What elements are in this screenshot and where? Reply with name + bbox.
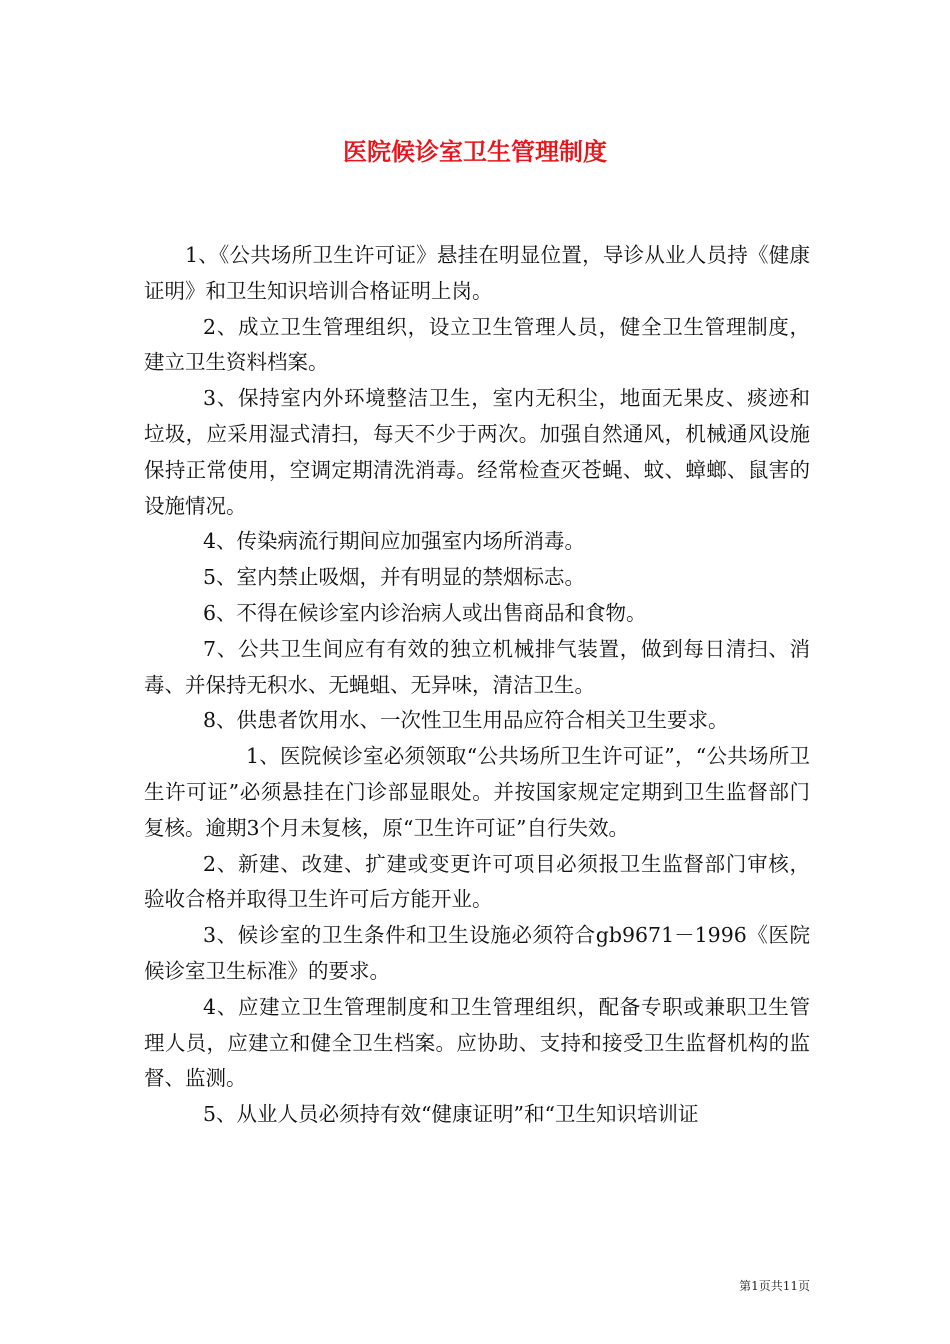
paragraph-7: 7、公共卫生间应有有效的独立机械排气装置，做到每日清扫、消毒、并保持无积水、无蝇蛆、无异味，清洁卫生。 <box>144 636 810 697</box>
paragraph-9: 1、医院候诊室必须领取“公共场所卫生许可证”，“公共场所卫生许可证”必须悬挂在门诊部显眼处。并按国家规定定期到卫生监督部门复核。逾期3个月未复核，原“卫生许可证”自行失效。 <box>144 744 810 840</box>
paragraph-5: 5、室内禁止吸烟，并有明显的禁烟标志。 <box>203 565 586 590</box>
document-body <box>144 238 810 1133</box>
paragraph-2: 2、成立卫生管理组织，设立卫生管理人员，健全卫生管理制度，建立卫生资料档案。 <box>144 314 810 375</box>
paragraph-1: 1、《公共场所卫生许可证》悬挂在明显位置，导诊从业人员持《健康证明》和卫生知识培训合格证明上岗。 <box>144 243 810 303</box>
paragraph-12: 4、应建立卫生管理制度和卫生管理组织，配备专职或兼职卫生管理人员，应建立和健全卫生档案。应协助、支持和接受卫生监督机构的监督、监测。 <box>144 994 810 1091</box>
paragraph-8: 8、供患者饮用水、一次性卫生用品应符合相关卫生要求。 <box>203 708 729 733</box>
paragraph-6: 6、不得在候诊室内诊治病人或出售商品和食物。 <box>203 600 647 625</box>
page-number: 第1页共11页 <box>739 1279 810 1293</box>
paragraph-4: 4、传染病流行期间应加强室内场所消毒。 <box>203 529 586 554</box>
paragraph-11: 3、候诊室的卫生条件和卫生设施必须符合gb9671－1996《医院候诊室卫生标准》的要求。 <box>144 923 810 983</box>
paragraph-3: 3、保持室内外环境整洁卫生，室内无积尘，地面无果皮、痰迹和垃圾，应采用湿式清扫，每天不少于两次。加强自然通风，机械通风设施保持正常使用，空调定期清洗消毒。经常检查灭苍蝇、蚊、蟑螂、鼠害的设施情况。 <box>144 386 810 518</box>
paragraph-13: 5、从业人员必须持有效“健康证明”和“卫生知识培训证 <box>203 1102 699 1127</box>
page-title: 医院候诊室卫生管理制度 <box>343 138 607 166</box>
paragraph-10: 2、新建、改建、扩建或变更许可项目必须报卫生监督部门审核，验收合格并取得卫生许可后方能开业。 <box>144 851 810 912</box>
